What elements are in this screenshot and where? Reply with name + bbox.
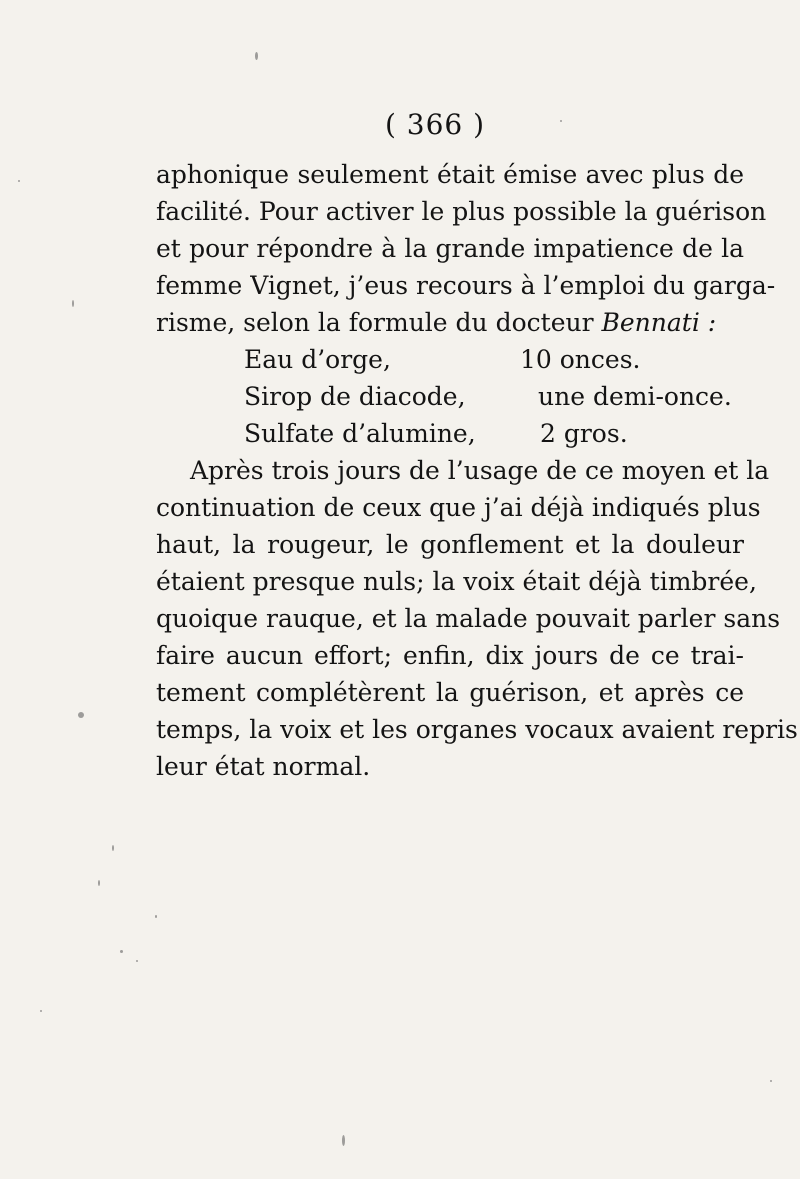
text-line	[156, 308, 744, 338]
text-line: haut, la rougeur, le gonflement et la douleur	[156, 530, 744, 559]
text-line: Après trois jours de l’usage de ce moyen et la	[190, 456, 770, 485]
text-line: leur état normal.	[156, 752, 371, 781]
paper-speck	[155, 915, 157, 918]
recipe-quantity: 2 gros.	[540, 419, 628, 448]
text-line: quoique rauque, et la malade pouvait parler sans	[156, 604, 781, 633]
text-line: continuation de ceux que j’ai déjà indiqués plus	[156, 493, 761, 522]
text-line: tement complétèrent la guérison, et après ce	[156, 678, 744, 707]
page-number: ( 366 )	[384, 108, 486, 141]
doctor-name: Bennati :	[601, 308, 717, 337]
text-line: facilité. Pour activer le plus possible la guérison	[156, 197, 767, 226]
paper-speck	[120, 950, 123, 953]
paper-speck	[18, 180, 20, 182]
recipe-quantity: 10 onces.	[520, 345, 641, 374]
paper-speck	[112, 845, 114, 851]
recipe-ingredient: Sulfate d’alumine,	[244, 419, 476, 448]
paper-speck	[98, 880, 100, 886]
paper-speck	[255, 52, 258, 60]
text-line: femme Vignet, j’eus recours à l’emploi du garga-	[156, 271, 776, 300]
paper-speck	[770, 1080, 772, 1082]
paper-speck	[136, 960, 138, 962]
text-line: aphonique seulement était émise avec plus de	[156, 160, 744, 189]
paper-speck	[342, 1135, 345, 1146]
recipe-ingredient: Eau d’orge,	[244, 345, 391, 374]
recipe-ingredient: Sirop de diacode,	[244, 382, 466, 411]
paper-speck	[78, 712, 84, 718]
paper-speck	[40, 1010, 42, 1012]
text-run: risme, selon la formule du docteur	[156, 308, 594, 337]
paper-speck	[72, 300, 74, 307]
text-line: étaient presque nuls; la voix était déjà timbrée,	[156, 567, 757, 596]
text-line: faire aucun effort; enfin, dix jours de ce trai-	[156, 641, 744, 670]
text-line: temps, la voix et les organes vocaux avaient repris	[156, 715, 798, 744]
text-line: et pour répondre à la grande impatience de la	[156, 234, 744, 263]
recipe-quantity: une demi-once.	[538, 382, 732, 411]
